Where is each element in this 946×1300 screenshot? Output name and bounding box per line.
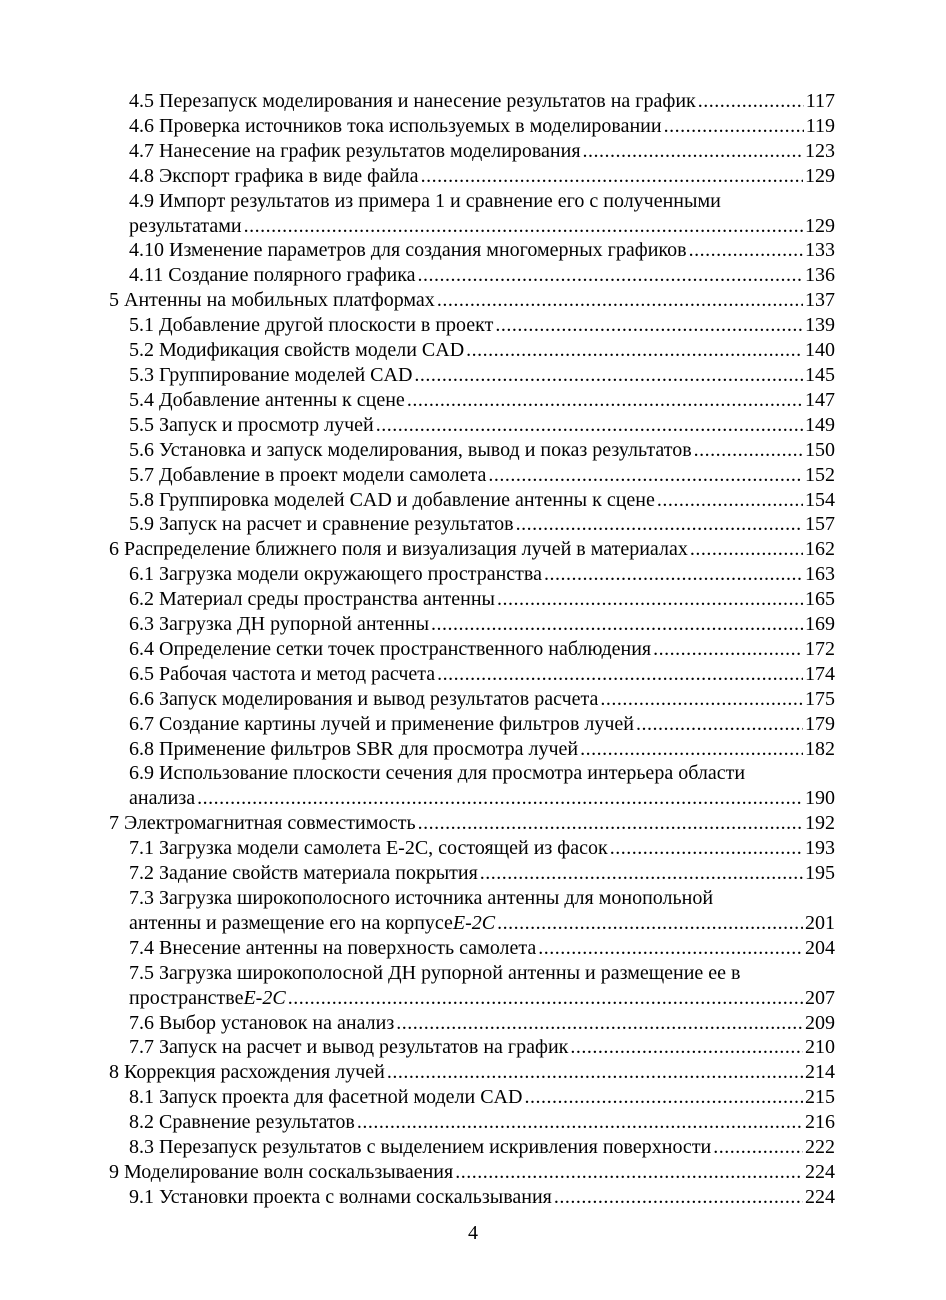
toc-entry-page: 216: [805, 1111, 835, 1134]
toc-entry-title: 6.7 Создание картины лучей и применение фильтров лучей: [129, 712, 634, 735]
toc-dot-leader: [653, 637, 803, 662]
toc-entry[interactable]: [109, 637, 835, 662]
toc-entry[interactable]: [109, 1085, 835, 1110]
toc-entry-line-last: [129, 463, 835, 488]
toc-dot-leader: [610, 836, 803, 861]
toc-dot-leader: [544, 562, 803, 587]
toc-dot-leader: [418, 811, 803, 836]
toc-entry-line-last: [129, 338, 835, 363]
toc-entry-title: 7.2 Задание свойств материала покрытия: [129, 862, 478, 885]
toc-entry-page: 123: [805, 139, 835, 162]
toc-entry-line-last: [109, 811, 835, 836]
toc-dot-leader: [418, 263, 803, 288]
toc-entry-page: 119: [805, 114, 835, 137]
toc-entry-page: 190: [805, 787, 835, 810]
toc-entry-title: 6.1 Загрузка модели окружающего пространства: [129, 563, 542, 586]
toc-entry-line: [129, 886, 835, 911]
toc-dot-leader: [497, 587, 803, 612]
toc-entry[interactable]: [109, 936, 835, 961]
toc-dot-leader: [244, 214, 803, 239]
toc-entry-title: 7.5 Загрузка широкополосной ДН рупорной антенны и размещение ее в: [129, 961, 741, 984]
toc-entry-line-last: [109, 1160, 835, 1185]
toc-dot-leader: [288, 986, 803, 1011]
toc-entry-line-last: [129, 1085, 835, 1110]
toc-entry[interactable]: [109, 737, 835, 762]
toc-entry-page: 179: [805, 712, 835, 735]
toc-entry-line-last: [129, 562, 835, 587]
toc-entry-title: 9 Моделирование волн соскальзываения: [109, 1160, 454, 1183]
toc-dot-leader: [690, 537, 803, 562]
toc-entry-page: 182: [805, 737, 835, 760]
toc-entry-line-last: [129, 911, 835, 936]
toc-entry[interactable]: [109, 562, 835, 587]
toc-entry-line-last: [129, 1035, 835, 1060]
toc-entry-line-last: [129, 164, 835, 189]
toc-entry-page: 162: [805, 538, 835, 561]
toc-entry-line-last: [129, 687, 835, 712]
toc-entry-page: 140: [805, 339, 835, 362]
toc-entry-line-last: [129, 388, 835, 413]
toc-entry-title: антенны и размещение его на корпусе: [129, 911, 453, 934]
toc-entry-title: 7.1 Загрузка модели самолета E-2C, состоящей из фасок: [129, 837, 608, 860]
toc-dot-leader: [396, 1011, 803, 1036]
toc-dot-leader: [421, 164, 803, 189]
toc-entry-page: 154: [805, 488, 835, 511]
toc-entry-page: 117: [805, 90, 835, 112]
toc-entry[interactable]: [109, 512, 835, 537]
toc-dot-leader: [495, 313, 803, 338]
toc-entry-page: 145: [805, 363, 835, 386]
toc-entry-line: [129, 761, 835, 786]
toc-entry-line-last: [129, 737, 835, 762]
toc-dot-leader: [698, 89, 804, 114]
toc-entry-page: 210: [805, 1036, 835, 1059]
toc-dot-leader: [414, 363, 803, 388]
toc-entry[interactable]: [109, 338, 835, 363]
toc-entry-line-last: [129, 662, 835, 687]
toc-entry-page: 163: [805, 563, 835, 586]
toc-entry[interactable]: [109, 1160, 835, 1185]
toc-dot-leader: [664, 114, 804, 139]
toc-entry-page: 172: [805, 637, 835, 660]
toc-entry-line-last: [109, 288, 835, 313]
toc-entry-title: анализа: [129, 787, 196, 810]
toc-entry-title: результатами: [129, 214, 242, 237]
toc-dot-leader: [554, 1185, 803, 1210]
toc-entry-line-last: [129, 1135, 835, 1160]
toc-dot-leader: [524, 1085, 803, 1110]
toc-entry-line-last: [129, 637, 835, 662]
toc-entry-title: 5.6 Установка и запуск моделирования, вывод и показ результатов: [129, 438, 692, 461]
toc-dot-leader: [636, 712, 803, 737]
toc-entry-page: 174: [805, 662, 835, 685]
toc-entry-title: 7.6 Выбор установок на анализ: [129, 1011, 395, 1034]
toc-entry-page: 133: [805, 239, 835, 262]
toc-entry-title: 5.8 Группировка моделей CAD и добавление антенны к сцене: [129, 488, 655, 511]
toc-entry-title: 6 Распределение ближнего поля и визуализация лучей в материалах: [109, 538, 688, 561]
toc-entry-title: 6.2 Материал среды пространства антенны: [129, 588, 495, 611]
toc-entry-title: 4.10 Изменение параметров для создания многомерных графиков: [129, 239, 687, 262]
toc-dot-leader: [480, 861, 803, 886]
toc-entry-title: 8.3 Перезапуск результатов с выделением искривления поверхности: [129, 1136, 712, 1159]
toc-entry-page: 195: [805, 862, 835, 885]
toc-dot-leader: [657, 488, 803, 513]
toc-entry-title: 4.11 Создание полярного графика: [129, 264, 416, 287]
toc-dot-leader: [357, 1110, 803, 1135]
toc-entry[interactable]: [109, 836, 835, 861]
toc-entry-title: 5 Антенны на мобильных платформах: [109, 289, 435, 312]
toc-entry-line-last: [129, 114, 835, 139]
toc-entry-title: 5.5 Запуск и просмотр лучей: [129, 413, 374, 436]
toc-entry-line-last: [129, 786, 835, 811]
toc-entry-line-last: [129, 936, 835, 961]
toc-dot-leader: [455, 1160, 803, 1185]
toc-dot-leader: [407, 388, 803, 413]
toc-entry[interactable]: [109, 438, 835, 463]
toc-entry[interactable]: [109, 662, 835, 687]
toc-entry-title: 5.9 Запуск на расчет и сравнение результатов: [129, 513, 514, 536]
toc-entry-title: 7 Электромагнитная совместимость: [109, 812, 416, 835]
toc-entry[interactable]: [109, 139, 835, 164]
toc-entry-line-last: [129, 263, 835, 288]
toc-entry-line-last: [129, 712, 835, 737]
toc-entry-line-last: [129, 861, 835, 886]
toc-entry-line-last: [129, 1185, 835, 1210]
toc-entry[interactable]: [109, 388, 835, 413]
toc-entry-line-last: [129, 612, 835, 637]
toc-entry[interactable]: [109, 961, 835, 1011]
toc-entry-title: пространстве: [129, 986, 244, 1009]
toc-dot-leader: [431, 612, 803, 637]
toc-entry-title: 6.4 Определение сетки точек пространственного наблюдения: [129, 637, 652, 660]
toc-entry-page: 192: [805, 812, 835, 835]
toc-entry-line-last: [129, 1110, 835, 1135]
toc-entry-line-last: [129, 363, 835, 388]
toc-entry-page: 222: [805, 1136, 835, 1159]
toc-entry-line-last: [129, 836, 835, 861]
toc-entry[interactable]: [109, 114, 835, 139]
toc-entry[interactable]: [109, 687, 835, 712]
toc-entry-page: 224: [805, 1160, 835, 1183]
toc-entry-page: 139: [805, 314, 835, 337]
toc-entry-title: 9.1 Установки проекта с волнами соскальзывания: [129, 1185, 552, 1208]
toc-entry-title: 7.7 Запуск на расчет и вывод результатов на график: [129, 1036, 569, 1059]
toc-dot-leader: [387, 1060, 803, 1085]
toc-entry-title: 5.1 Добавление другой плоскости в проект: [129, 314, 494, 337]
toc-entry[interactable]: [109, 488, 835, 513]
toc-entry-page: 207: [805, 986, 835, 1009]
toc-entry[interactable]: [109, 587, 835, 612]
toc-entry[interactable]: [109, 413, 835, 438]
toc-entry-title: 5.4 Добавление антенны к сцене: [129, 388, 405, 411]
toc-entry-page: 149: [805, 413, 835, 436]
toc-entry-line-last: [129, 413, 835, 438]
toc-entry-page: 224: [805, 1185, 835, 1208]
toc-entry-line-last: [109, 1060, 835, 1085]
toc-entry[interactable]: [109, 537, 835, 562]
toc-entry-title: 5.2 Модификация свойств модели CAD: [129, 339, 465, 362]
toc-entry-title: 6.3 Загрузка ДН рупорной антенны: [129, 613, 429, 636]
toc-entry-page: 157: [805, 513, 835, 536]
toc-dot-leader: [570, 1035, 803, 1060]
toc-entry-title: 5.7 Добавление в проект модели самолета: [129, 463, 487, 486]
toc-entry-title: 4.9 Импорт результатов из примера 1 и сравнение его с полученными: [129, 189, 721, 212]
toc-dot-leader: [580, 737, 803, 762]
toc-entry-title: 6.5 Рабочая частота и метод расчета: [129, 662, 436, 685]
toc-entry-title: 8.2 Сравнение результатов: [129, 1111, 355, 1134]
toc-dot-leader: [689, 238, 803, 263]
toc-entry-italic: E-2C: [243, 986, 286, 1009]
toc-entry-line-last: [129, 313, 835, 338]
toc-entry[interactable]: [109, 363, 835, 388]
toc-dot-leader: [488, 463, 803, 488]
toc-entry[interactable]: [109, 886, 835, 936]
toc-entry-title: 6.9 Использование плоскости сечения для просмотра интерьера области: [129, 762, 746, 785]
toc-entry-line-last: [129, 512, 835, 537]
toc-entry-line-last: [129, 1011, 835, 1036]
toc-entry-title: 4.6 Проверка источников тока используемых в моделировании: [129, 114, 662, 137]
toc-entry-page: 152: [805, 463, 835, 486]
toc-dot-leader: [437, 662, 803, 687]
toc-entry-title: 8 Коррекция расхождения лучей: [109, 1061, 385, 1084]
toc-entry-title: 4.8 Экспорт графика в виде файла: [129, 164, 419, 187]
toc-entry-italic: E-2C: [452, 911, 496, 934]
toc-entry-line: [129, 961, 835, 986]
toc-entry[interactable]: [109, 811, 835, 836]
toc-dot-leader: [538, 936, 803, 961]
toc-entry-line: [129, 189, 835, 214]
toc-entry-line-last: [129, 488, 835, 513]
toc-entry-title: 6.6 Запуск моделирования и вывод результатов расчета: [129, 687, 599, 710]
toc-entry-page: 129: [805, 164, 835, 187]
toc-dot-leader: [437, 288, 803, 313]
toc-dot-leader: [583, 139, 803, 164]
toc-entry[interactable]: [109, 263, 835, 288]
toc-entry-page: 169: [805, 613, 835, 636]
toc-entry-line-last: [129, 438, 835, 463]
toc-entry[interactable]: [109, 1011, 835, 1036]
toc-dot-leader: [694, 438, 803, 463]
page-number: 4: [468, 1222, 478, 1244]
toc-entry-page: 165: [805, 588, 835, 611]
toc-entry-line-last: [129, 238, 835, 263]
toc-entry-page: 214: [805, 1061, 835, 1084]
toc-entry-page: 137: [805, 289, 835, 312]
toc-entry-line-last: [129, 587, 835, 612]
toc-entry[interactable]: [109, 288, 835, 313]
toc-entry-title: 5.3 Группирование моделей CAD: [129, 363, 413, 386]
toc-entry[interactable]: [109, 712, 835, 737]
toc-entry-page: 147: [805, 388, 835, 411]
toc-entry-line-last: [109, 537, 835, 562]
toc-entry-page: 204: [805, 936, 835, 959]
toc-entry-page: 129: [805, 214, 835, 237]
toc-dot-leader: [600, 687, 803, 712]
toc-entry-title: 8.1 Запуск проекта для фасетной модели CAD: [129, 1086, 523, 1109]
toc-entry-title: 6.8 Применение фильтров SBR для просмотра лучей: [129, 737, 579, 760]
toc-entry-page: 209: [805, 1011, 835, 1034]
table-of-contents: [109, 89, 835, 1210]
toc-dot-leader: [516, 512, 803, 537]
toc-entry-line-last: [129, 214, 835, 239]
toc-entry-page: 215: [805, 1086, 835, 1109]
toc-entry-line-last: [129, 89, 835, 114]
toc-entry[interactable]: [109, 89, 835, 114]
toc-entry[interactable]: [109, 238, 835, 263]
toc-entry-title: 7.4 Внесение антенны на поверхность самолета: [129, 936, 537, 959]
toc-entry[interactable]: [109, 313, 835, 338]
toc-dot-leader: [713, 1135, 803, 1160]
toc-entry-title: 4.7 Нанесение на график результатов моделирования: [129, 139, 581, 162]
toc-dot-leader: [197, 786, 803, 811]
toc-entry[interactable]: [109, 164, 835, 189]
toc-dot-leader: [376, 413, 803, 438]
toc-entry-page: 175: [805, 687, 835, 710]
toc-entry[interactable]: [109, 1035, 835, 1060]
toc-entry-title: 7.3 Загрузка широкополосного источника антенны для монопольной: [129, 887, 714, 909]
toc-entry-page: 201: [805, 911, 835, 934]
toc-entry[interactable]: [109, 1060, 835, 1085]
toc-entry-line-last: [129, 986, 835, 1011]
toc-dot-leader: [497, 911, 803, 936]
toc-entry[interactable]: [109, 189, 835, 239]
toc-entry[interactable]: [109, 612, 835, 637]
toc-entry-page: 193: [805, 837, 835, 860]
toc-entry-line-last: [129, 139, 835, 164]
toc-entry[interactable]: [109, 1185, 835, 1210]
toc-entry[interactable]: [109, 463, 835, 488]
toc-entry[interactable]: [109, 1135, 835, 1160]
toc-entry-title: 4.5 Перезапуск моделирования и нанесение результатов на график: [129, 90, 696, 112]
toc-dot-leader: [466, 338, 803, 363]
toc-entry[interactable]: [109, 761, 835, 811]
toc-entry-page: 136: [805, 264, 835, 287]
toc-entry[interactable]: [109, 1110, 835, 1135]
toc-entry-page: 150: [805, 438, 835, 461]
toc-entry[interactable]: [109, 861, 835, 886]
